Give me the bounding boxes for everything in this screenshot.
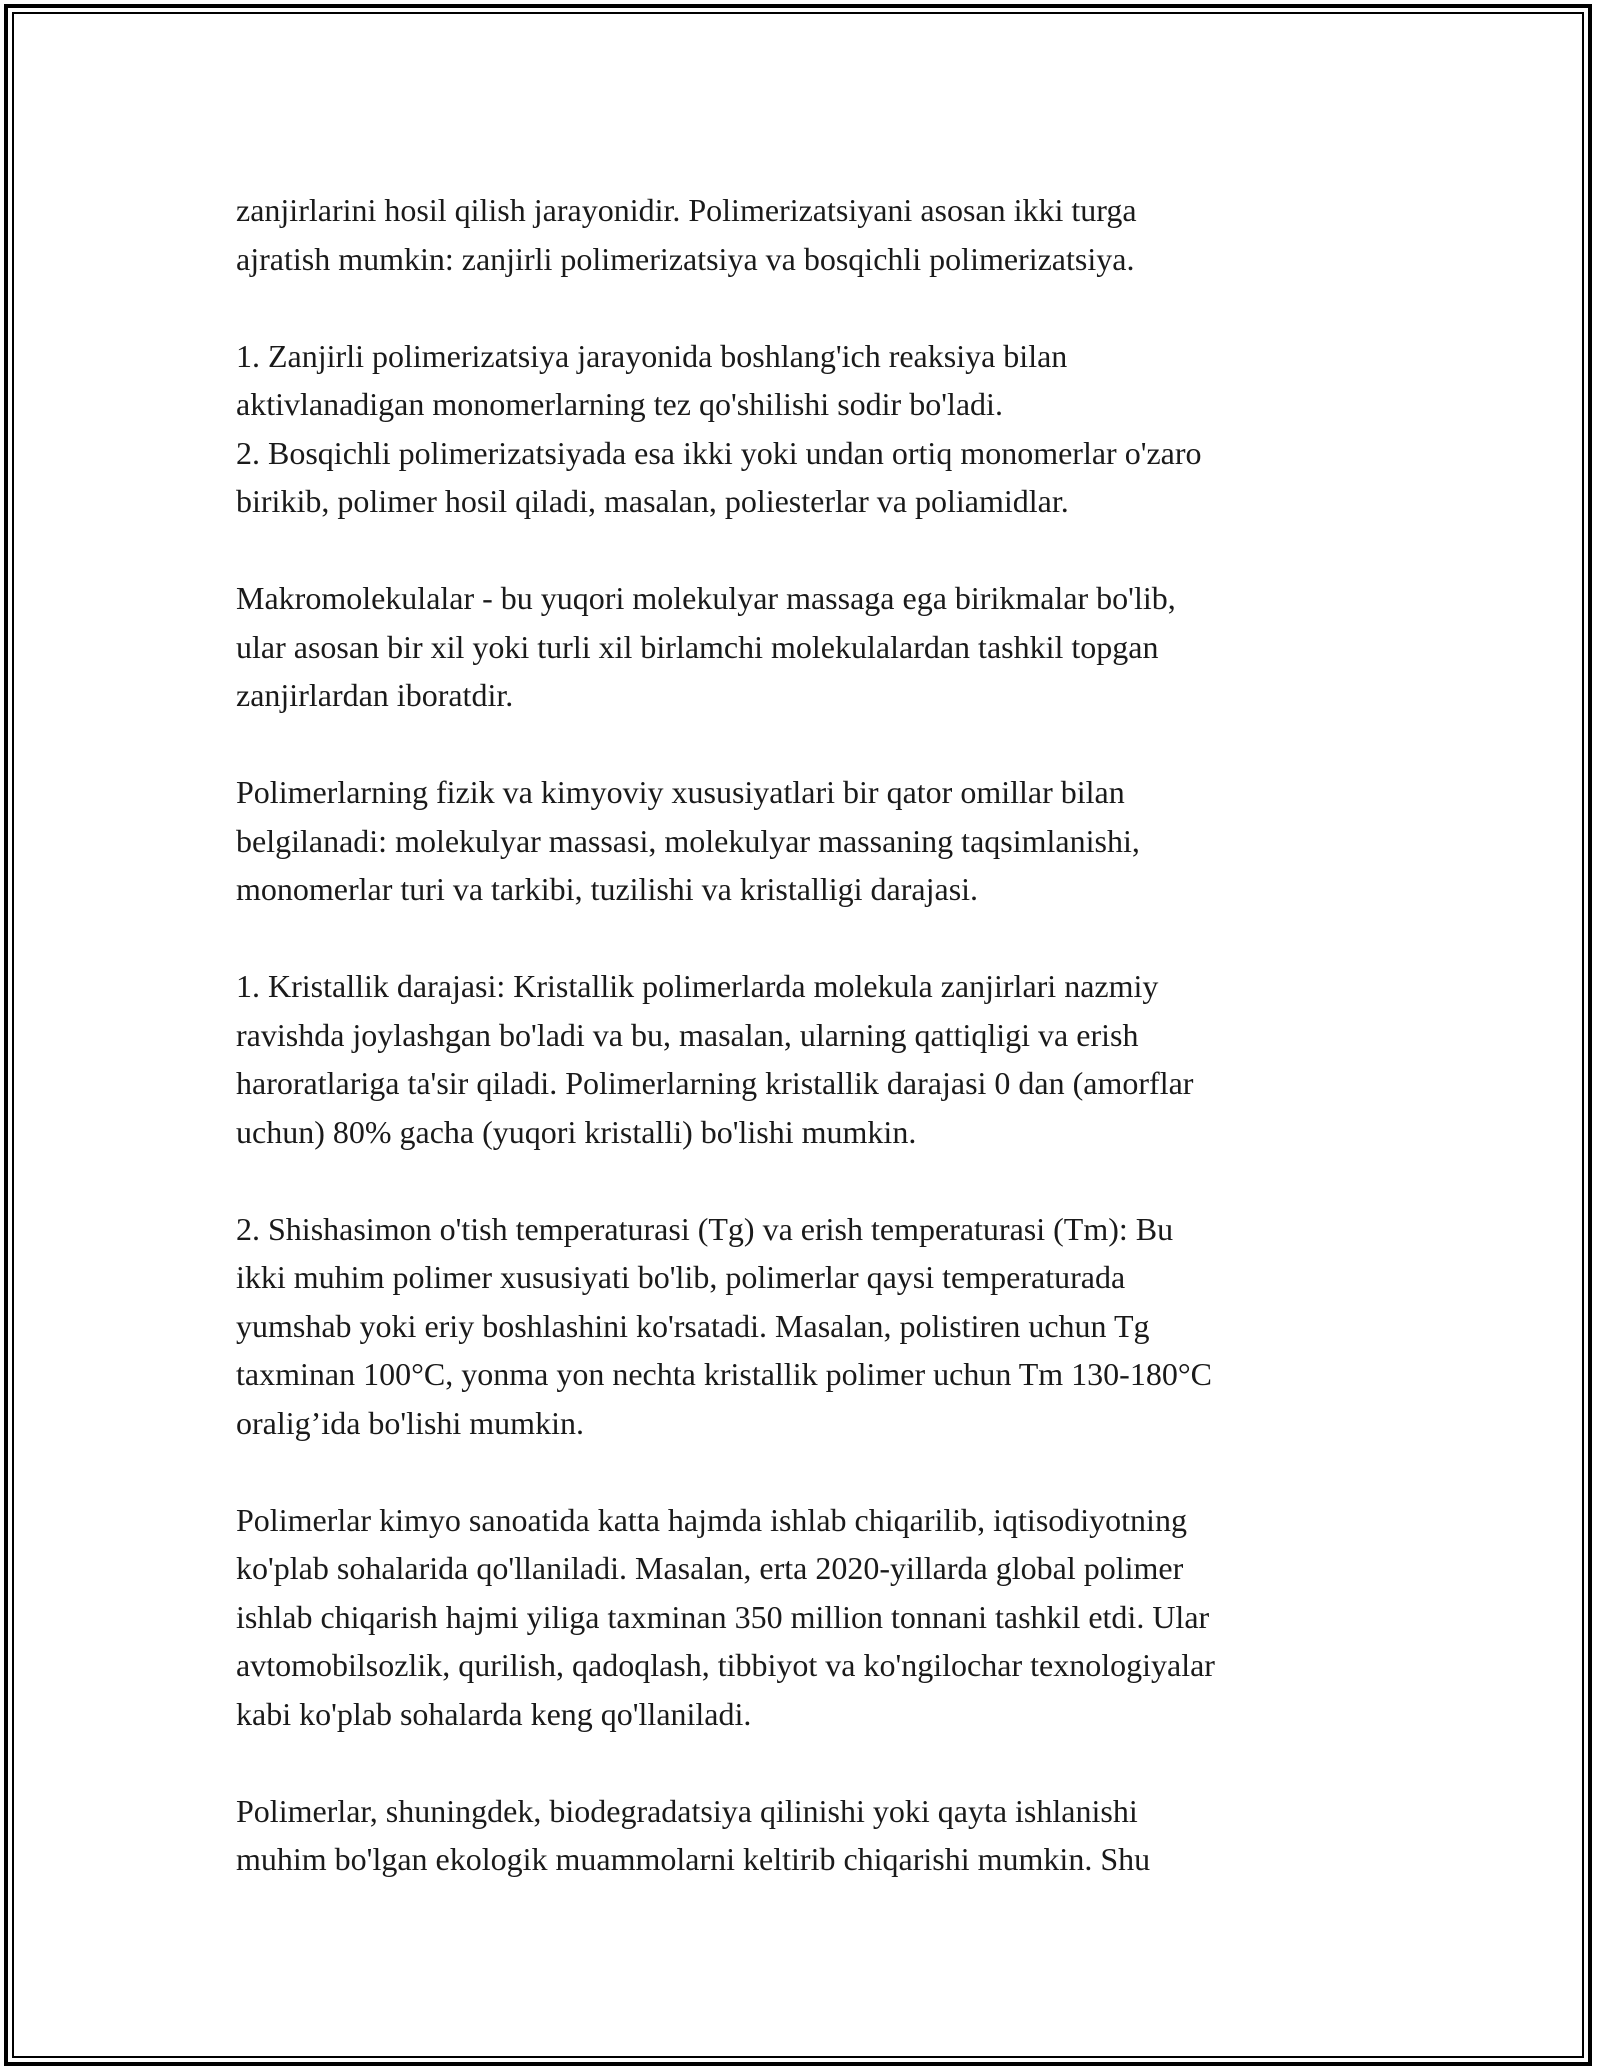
text-line: avtomobilsozlik, qurilish, qadoqlash, tibbiyot va ko'ngilochar texnologiyalar bbox=[236, 1647, 1215, 1683]
paragraph bbox=[236, 186, 1366, 283]
text-line: birikib, polimer hosil qiladi, masalan, poliesterlar va poliamidlar. bbox=[236, 483, 1069, 519]
text-line: uchun) 80% gacha (yuqori kristalli) bo'lishi mumkin. bbox=[236, 1113, 917, 1150]
text-line: 2. Bosqichli polimerizatsiyada esa ikki yoki undan ortiq monomerlar o'zaro bbox=[236, 434, 1202, 471]
text-line: Makromolekulalar - bu yuqori molekulyar massaga ega birikmalar bo'lib, bbox=[236, 580, 1176, 616]
text-line: yumshab yoki eriy boshlashini ko'rsatadi. Masalan, polistiren uchun Tg bbox=[236, 1307, 1150, 1344]
text-line: ikki muhim polimer xususiyati bo'lib, polimerlar qaysi temperaturada bbox=[236, 1259, 1126, 1295]
text-line: zanjirlardan iboratdir. bbox=[236, 677, 514, 713]
document-body bbox=[236, 186, 1366, 1884]
text-line: Polimerlar, shuningdek, biodegradatsiya qilinishi yoki qayta ishlanishi bbox=[236, 1792, 1138, 1829]
text-line: ular asosan bir xil yoki turli xil birlamchi molekulalardan tashkil topgan bbox=[236, 628, 1159, 665]
paragraph bbox=[236, 1787, 1366, 1884]
paragraph bbox=[236, 574, 1366, 720]
text-line: oralig’ida bo'lishi mumkin. bbox=[236, 1404, 584, 1441]
text-line: Polimerlar kimyo sanoatida katta hajmda ishlab chiqarilib, iqtisodiyotning bbox=[236, 1501, 1187, 1538]
text-line: Polimerlarning fizik va kimyoviy xususiyatlari bir qator omillar bilan bbox=[236, 774, 1125, 810]
text-line: ravishda joylashgan bo'ladi va bu, masalan, ularning qattiqligi va erish bbox=[236, 1016, 1139, 1053]
numbered-list bbox=[236, 332, 1366, 526]
text-line: monomerlar turi va tarkibi, tuzilishi va kristalligi darajasi. bbox=[236, 871, 979, 907]
text-line: muhim bo'lgan ekologik muammolarni keltirib chiqarishi mumkin. Shu bbox=[236, 1841, 1151, 1877]
list-item-temperatures bbox=[236, 1205, 1366, 1448]
text-line: zanjirlarini hosil qilish jarayonidir. Polimerizatsiyani asosan ikki turga bbox=[236, 192, 1137, 228]
text-line: 2. Shishasimon o'tish temperaturasi (Tg) va erish temperaturasi (Tm): Bu bbox=[236, 1210, 1174, 1247]
text-line: ishlab chiqarish hajmi yiliga taxminan 350 million tonnani tashkil etdi. Ular bbox=[236, 1598, 1210, 1635]
paragraph bbox=[236, 1496, 1366, 1739]
text-line: belgilanadi: molekulyar massasi, molekulyar massaning taqsimlanishi, bbox=[236, 822, 1140, 859]
text-line: kabi ko'plab sohalarda keng qo'llaniladi. bbox=[236, 1695, 752, 1732]
text-line: haroratlariga ta'sir qiladi. Polimerlarning kristallik darajasi 0 dan (amorflar bbox=[236, 1065, 1194, 1101]
paragraph bbox=[236, 768, 1366, 914]
text-line: ajratish mumkin: zanjirli polimerizatsiya va bosqichli polimerizatsiya. bbox=[236, 240, 1135, 277]
text-line: 1. Zanjirli polimerizatsiya jarayonida boshlang'ich reaksiya bilan bbox=[236, 337, 1068, 374]
text-line: 1. Kristallik darajasi: Kristallik polimerlarda molekula zanjirlari nazmiy bbox=[236, 968, 1159, 1004]
text-line: taxminan 100°C, yonma yon nechta kristallik polimer uchun Tm 130-180°C bbox=[236, 1356, 1212, 1392]
list-item-crystallinity bbox=[236, 962, 1366, 1156]
text-line: aktivlanadigan monomerlarning tez qo'shilishi sodir bo'ladi. bbox=[236, 386, 1003, 422]
text-line: ko'plab sohalarida qo'llaniladi. Masalan, erta 2020-yillarda global polimer bbox=[236, 1550, 1184, 1586]
